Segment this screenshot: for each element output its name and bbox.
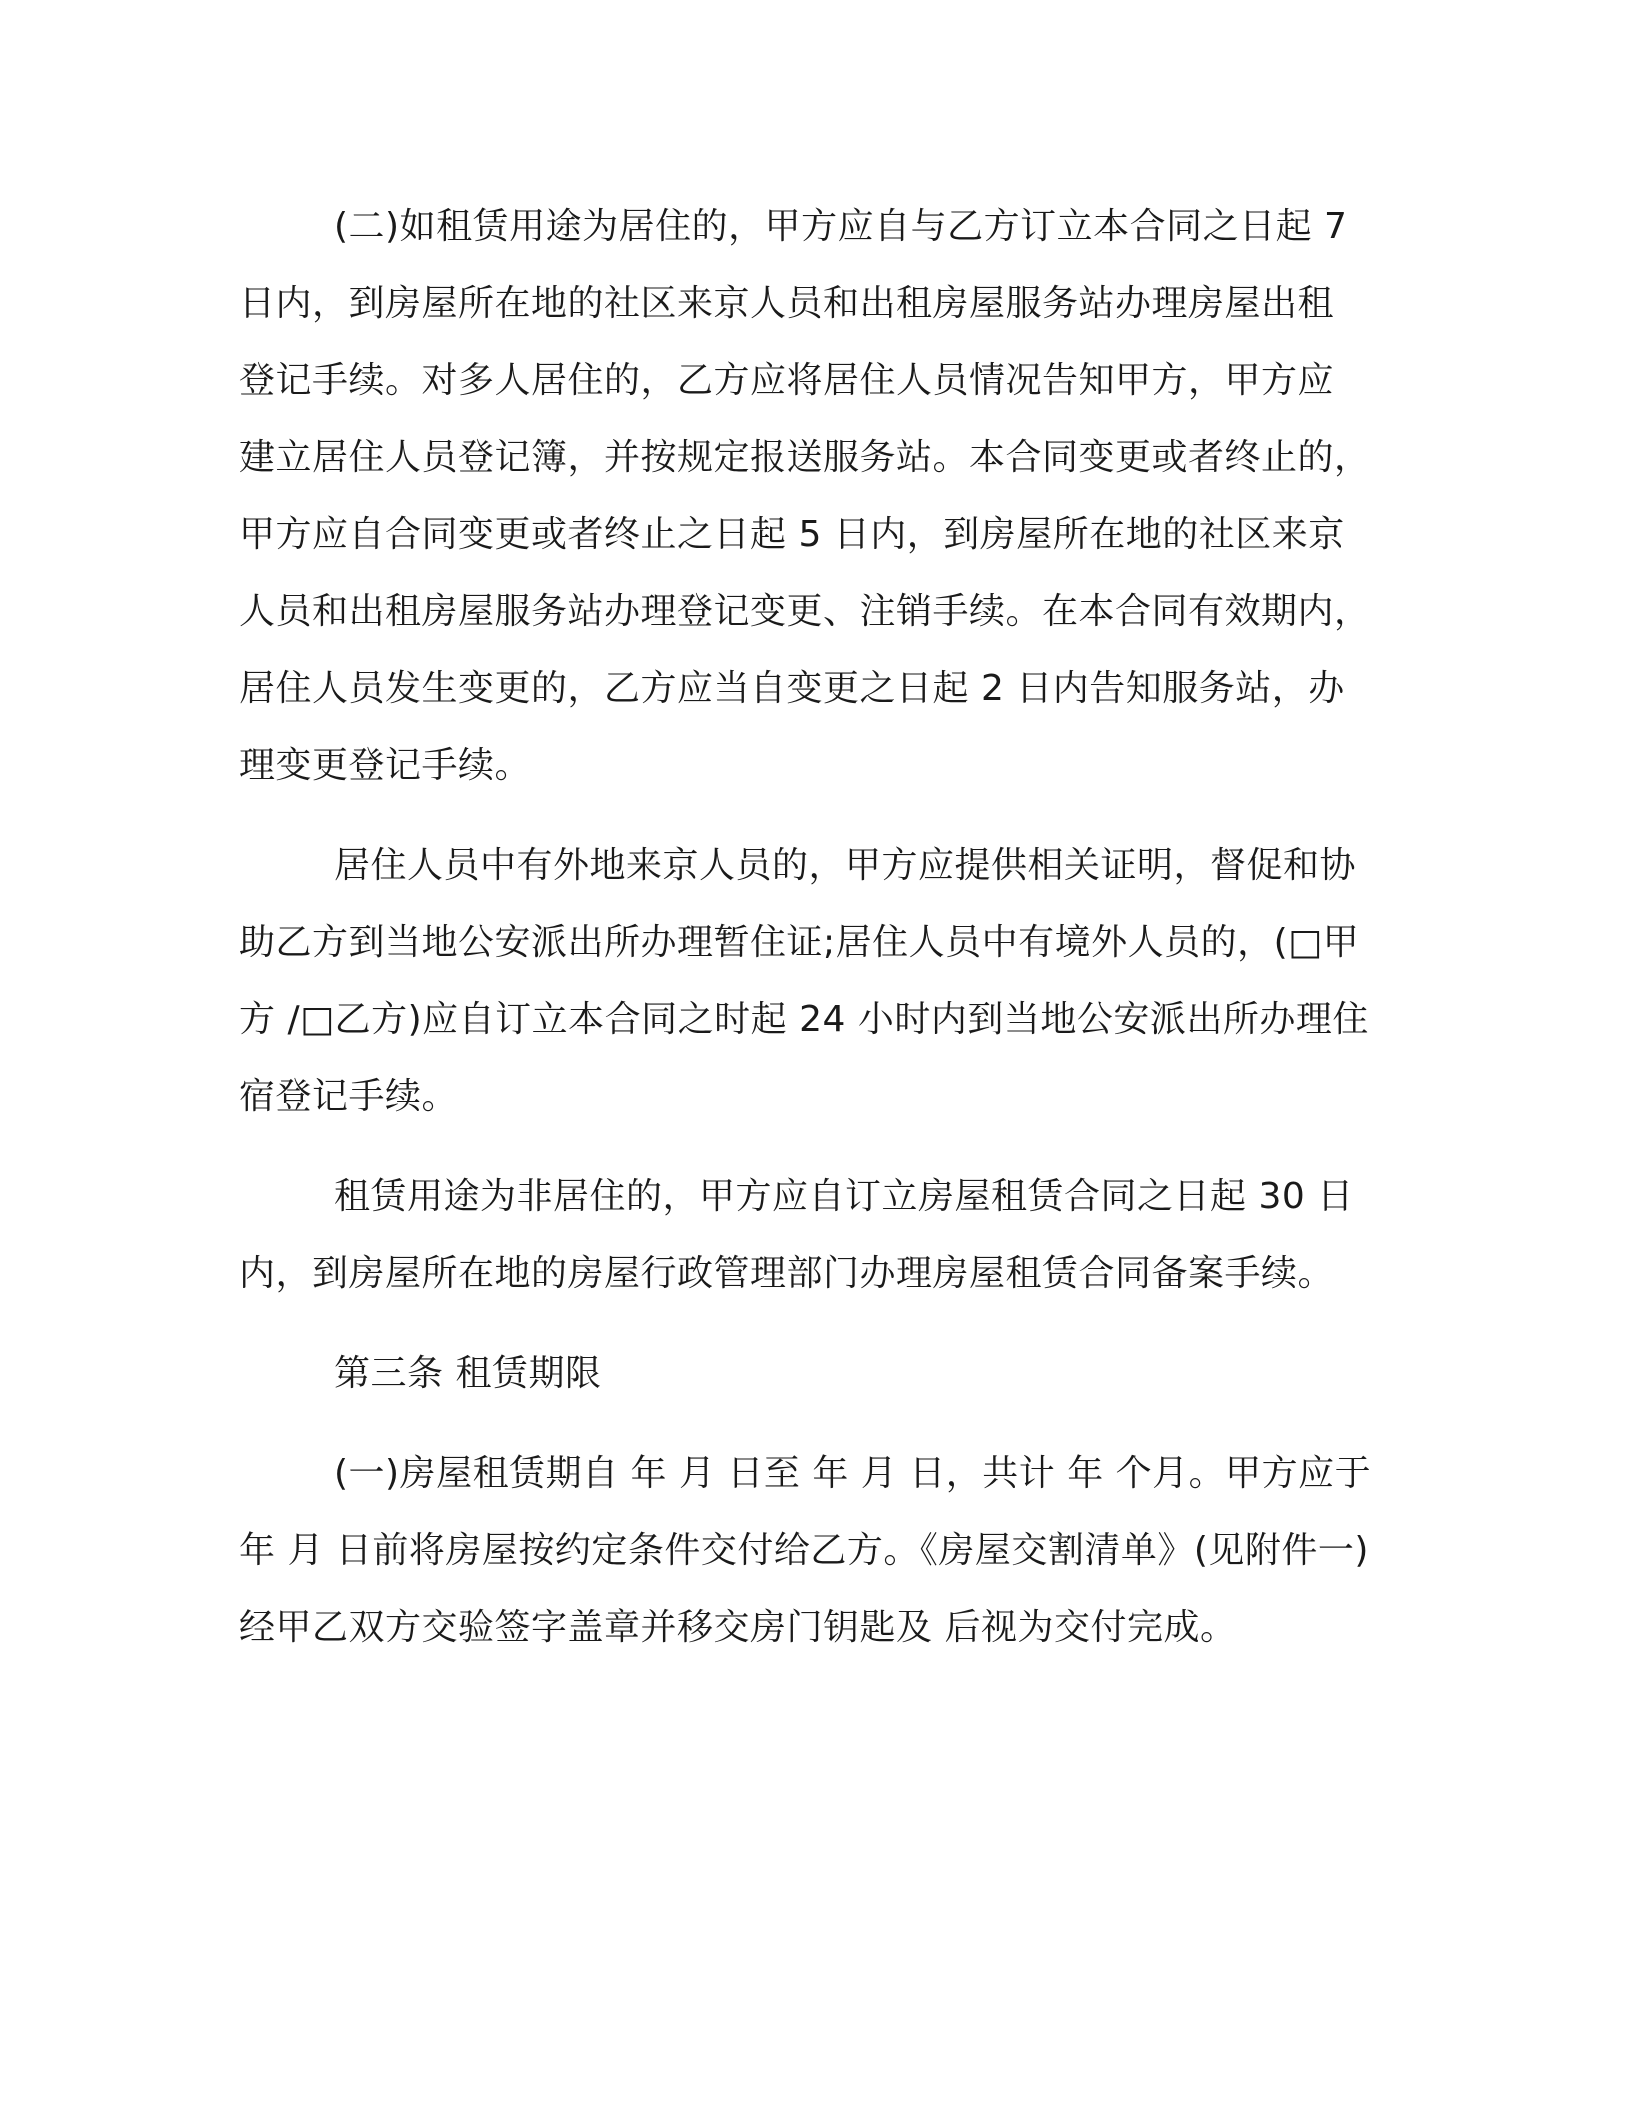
- document-body: [239, 188, 1399, 1689]
- paragraph-non-residential-filing: 租赁用途为非居住的，甲方应自订立房屋租赁合同之日起 30 日 内，到房屋所在地的房屋行政管理部门办理房屋租赁合同备案手续。: [239, 1176, 1354, 1294]
- paragraph-non-local-residents: 居住人员中有外地来京人员的，甲方应提供相关证明，督促和协 助乙方到当地公安派出所办理暂住证;居住人员中有境外人员的，(□甲 方 /□乙方)应自订立本合同之时起 24 小时内到当地公安派出所办理住 宿登记手续。: [239, 845, 1369, 1117]
- paragraph-residential-registration: (二)如租赁用途为居住的，甲方应自与乙方订立本合同之日起 7 日内，到房屋所在地的社区来京人员和出租房屋服务站办理房屋出租 登记手续。对多人居住的，乙方应将居住人员情况告知甲方，甲方应 建立居住人员登记簿，并按规定报送服务站。本合同变更或者终止的， 甲方应自合同变更或者终止之日起 5 日内，到房屋所在地的社区来京 人员和出租房屋服务站办理登记变更、注销手续。在本合同有效期内， 居住人员发生变更的，乙方应当自变更之日起 2 日内告知服务站，办 理变更登记手续。: [239, 206, 1371, 786]
- section-heading-lease-term: 第三条 租赁期限: [334, 1353, 602, 1394]
- paragraph-lease-period: (一)房屋租赁期自 年 月 日至 年 月 日，共计 年 个月。甲方应于 年 月 日前将房屋按约定条件交付给乙方。《房屋交割清单》(见附件一) 经甲乙双方交验签字盖章并移交房门钥匙及 后视为交付完成。: [239, 1453, 1372, 1648]
